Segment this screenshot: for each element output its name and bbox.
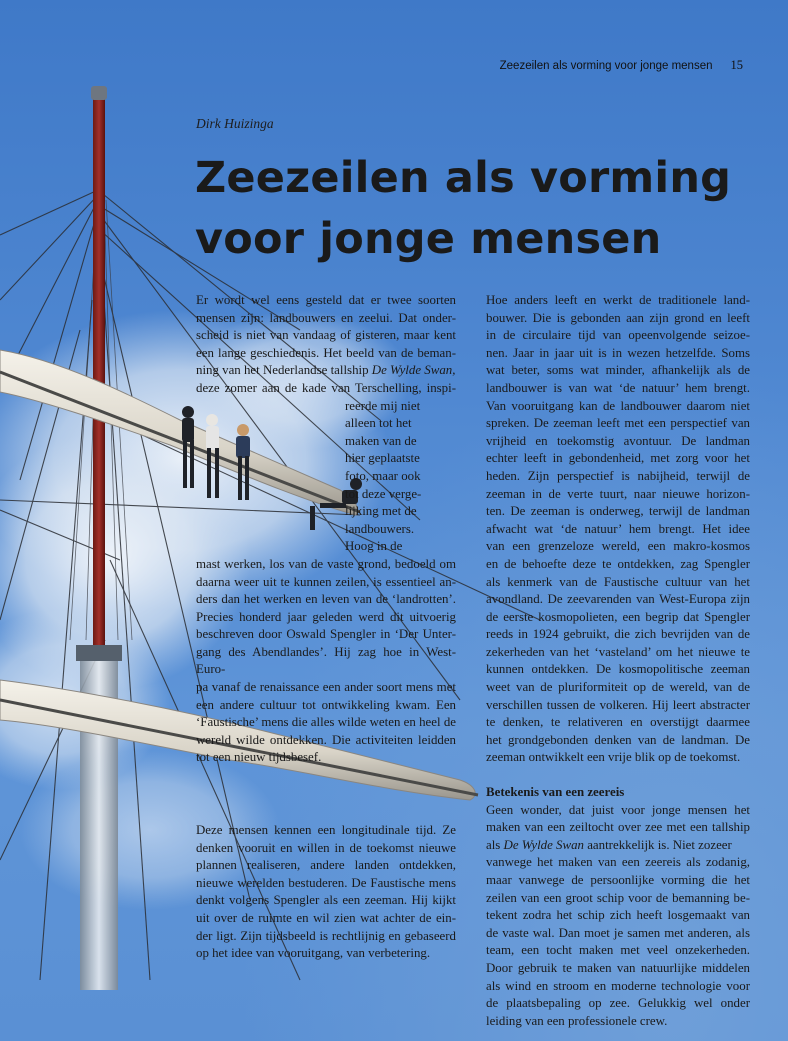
text-line: echter leeft in gebondenheid, met zorg voor het bbox=[486, 451, 750, 466]
text-line: bouwer. Die is gebonden aan zijn grond en leeft bbox=[486, 310, 750, 325]
text-line: avondland. De zeevarenden van West-Europa zijn bbox=[486, 592, 750, 607]
text-line: het grondgebonden denken van de landman. De bbox=[486, 732, 750, 747]
text-line: ‘Faustische’ mens die alles wilde weten en heel de bbox=[196, 715, 456, 730]
text-line: wereld wilde ontdekken. Die activiteiten leidden bbox=[196, 732, 456, 747]
text-line: als kenmerk van de Faustische cultuur van het bbox=[486, 574, 750, 589]
text-line: der ligt. Zijn tijdsbeeld is rechtlijnig en gebaseerd bbox=[196, 928, 456, 943]
text-line: nen. Jaar in jaar uit is in wezen hetzelfde. Soms bbox=[486, 345, 750, 360]
text-line: de plaatsbepaling op zee. Gelukkig wel onder bbox=[486, 996, 750, 1011]
text-line: daarna weer uit te kunnen zeilen, is essentieel an- bbox=[196, 574, 456, 589]
text-line: tekent zodra het schip zich heeft losgemaakt van bbox=[486, 908, 750, 923]
text-line: denkt volgens Spengler als een zeeman. Hij kijkt bbox=[196, 893, 456, 908]
text-line: Precies honderd jaar geleden werd dit uitvoerig bbox=[196, 609, 456, 624]
text-line: Door gebruik te maken van natuurlijke middelen bbox=[486, 960, 750, 975]
text-line: alleen tot het bbox=[345, 416, 412, 431]
text-line: als De Wylde Swan aantrekkelijk is. Niet zozeer bbox=[486, 837, 732, 852]
text-line: zeilen van een groot schip voor de bemanning be- bbox=[486, 890, 750, 905]
text-line: team, een tocht maken met veel onzekerheden. bbox=[486, 943, 750, 958]
text-line: plannen realiseren, andere landen ontdekken, bbox=[196, 858, 456, 873]
text-line: heden. Zijn perspectief is nabijheid, terwijl de bbox=[486, 468, 750, 483]
text-line: tot deze verge- bbox=[345, 486, 422, 501]
text-line: Er wordt wel eens gesteld dat er twee soorten bbox=[196, 293, 456, 307]
body-column-left-bottom bbox=[196, 822, 456, 963]
text-line: leiding van een professionele crew. bbox=[486, 1013, 668, 1028]
text-line: Hoog in de bbox=[345, 539, 403, 554]
text-line: en de behoefte deze te ontdekken, zag Spengler bbox=[486, 556, 750, 571]
text-line: vrijheid en toekomstig avontuur. De landman bbox=[486, 433, 750, 448]
ship-name: De Wylde Swan bbox=[503, 837, 584, 852]
text-line: de eerste kosmopolieten, een begrip dat Spengler bbox=[486, 609, 750, 624]
text-line: wat beter, soms wat minder, afhankelijk als de bbox=[486, 363, 750, 378]
text-line: landbouwers. bbox=[345, 521, 415, 536]
text-line: reerde mij niet bbox=[345, 398, 421, 413]
text-line: een andere cultuur tot ontwikkeling kwam. Een bbox=[196, 697, 456, 712]
text-line: hier geplaatste bbox=[345, 451, 420, 466]
text-line: zeeman in de verte tuurt, naar nieuwe horizon- bbox=[486, 486, 750, 501]
text-line: afwacht wat ‘de natuur’ hem brengt. Het idee bbox=[486, 521, 750, 536]
text-line: beschreven door Oswald Spengler in ‘Der Unter- bbox=[196, 627, 456, 642]
ship-name: De Wylde Swan, bbox=[371, 363, 456, 378]
article-title bbox=[195, 148, 755, 270]
text-line: maar vanwege de persoonlijke vorming die het bbox=[486, 873, 750, 887]
article-title-line-2: voor jonge mensen bbox=[195, 214, 662, 264]
text-line: zekerheden van het ‘vasteland’ om het nieuwe te bbox=[486, 644, 750, 659]
text-line: spreken. De zeeman leeft met een perspectief van bbox=[486, 416, 750, 431]
running-title: Zeezeilen als vorming voor jonge mensen bbox=[499, 60, 713, 72]
text-line: gang des Abendlandes’. Hij zag hoe in West-Euro- bbox=[196, 644, 456, 677]
text-line: uit over de ruimte en wil zien wat achter de ein- bbox=[196, 910, 456, 925]
text-line: mensen zijn: landbouwers en zeelui. Dat onder- bbox=[196, 310, 456, 325]
text-line: in de circulaire tijd van opeenvolgende seizoe- bbox=[486, 328, 750, 343]
text-line: denken vooruit en willen in de toekomst nieuwe bbox=[196, 840, 456, 855]
text-line: ten. De zeeman is onderweg, terwijl de landman bbox=[486, 504, 750, 519]
text-line: verschillen tussen de volkeren. Hij leert abstracter bbox=[486, 697, 750, 712]
text-line: landbouwer is van wat ‘de natuur’ hem brengt. bbox=[486, 380, 750, 395]
text-line: een lange geschiedenis. Het beeld van de beman- bbox=[196, 345, 456, 360]
text-line: scheid is niet van vandaag of gisteren, maar kent bbox=[196, 328, 456, 343]
running-header bbox=[500, 58, 743, 73]
text-line: nieuwe werelden bestuderen. De Faustische mens bbox=[196, 875, 456, 890]
text-line: op het idee van vooruitgang, van verbetering. bbox=[196, 946, 431, 961]
page-number: 15 bbox=[730, 58, 743, 72]
text-line: te denken, te relativeren en overstijgt daarmee bbox=[486, 715, 750, 730]
text-line: zeeman ontwikkelt een vrije blik op de toekomst. bbox=[486, 750, 741, 765]
text-line: ders dan het werken en leven van de ‘landrotten’. bbox=[196, 592, 456, 607]
text-line: als wind en stroom en moderne technologie voor bbox=[486, 978, 750, 993]
text-line: tot een nieuw tijdsbesef. bbox=[196, 750, 322, 765]
text-line: ning van het Nederlandse tallship De Wylde Swan, bbox=[196, 363, 456, 378]
article-title-line-1: Zeezeilen als vorming bbox=[195, 153, 732, 203]
mast-cap bbox=[91, 86, 107, 100]
author-byline: Dirk Huizinga bbox=[196, 116, 274, 131]
text-line: vanwege het maken van een zeereis als zodanig, bbox=[486, 855, 750, 870]
text-line: Deze mensen kennen een longitudinale tijd. Ze bbox=[196, 823, 456, 837]
section-subheading: Betekenis van een zeereis bbox=[486, 785, 625, 800]
text-line: Van vooruitgang kan de landbouwer daarom niet bbox=[486, 398, 750, 413]
text-line: de vaste wal. Dan moet je samen met anderen, als bbox=[486, 925, 750, 940]
text-line: maken van een zeiltocht over zee met een tallship bbox=[486, 820, 750, 835]
text-line: foto, maar ook bbox=[345, 468, 421, 483]
text-line: Geen wonder, dat juist voor jonge mensen het bbox=[486, 802, 750, 817]
text-line: pa vanaf de renaissance een ander soort mens met bbox=[196, 680, 456, 695]
mast-band bbox=[76, 645, 122, 661]
text-line: maken van de bbox=[345, 433, 417, 448]
text-line: reeds in 1924 gebruikt, die zich bevrijden van de bbox=[486, 627, 750, 642]
body-column-left-top bbox=[196, 292, 456, 767]
text-line: weet van de pluriformiteit op de wereld, van de bbox=[486, 680, 750, 695]
text-line: deze zomer aan de kade van Terschelling, inspi- bbox=[196, 380, 456, 395]
topmast bbox=[93, 90, 105, 660]
text-line: lijking met de bbox=[345, 504, 417, 519]
text-line: van een grenzeloze wereld, een makro-kosmos bbox=[486, 539, 750, 554]
body-column-right bbox=[486, 292, 750, 1030]
text-line: mast werken, los van de vaste grond, bedoeld om bbox=[196, 556, 456, 571]
text-line: Hoe anders leeft en werkt de traditionele land- bbox=[486, 293, 750, 307]
text-line: kunnen ontdekken. De kosmopolitische zeeman bbox=[486, 662, 750, 677]
